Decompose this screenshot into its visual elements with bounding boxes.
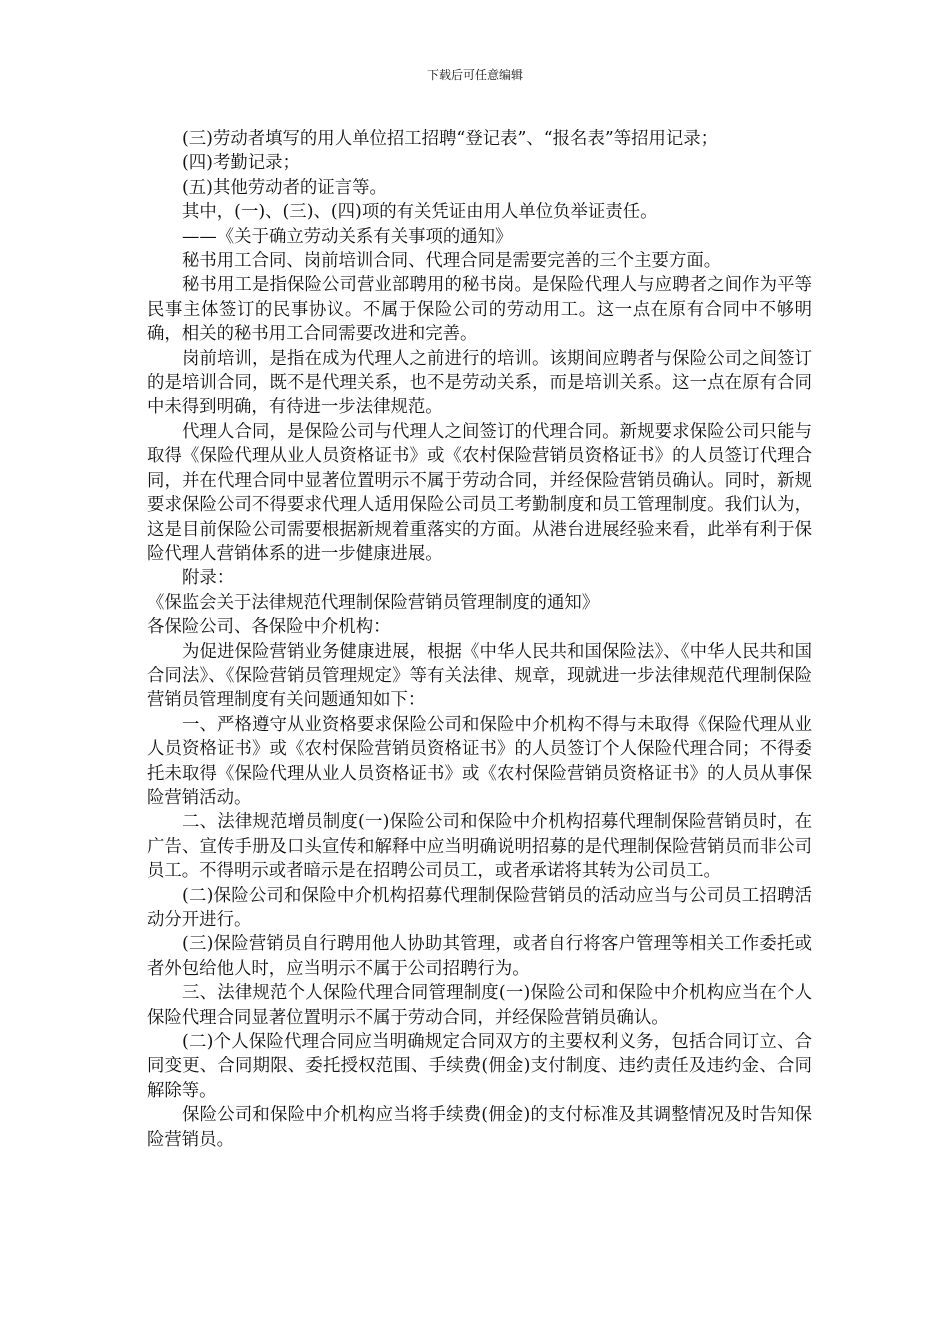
page-header: 下载后可任意编辑	[426, 68, 523, 82]
paragraph: (二)个人保险代理合同应当明确规定合同双方的主要权利义务，包括合同订立、合同变更、合同期限、委托授权范围、手续费(佣金)支付制度、违约责任及违约金、合同解除等。	[147, 1032, 812, 1101]
document-body	[147, 127, 812, 1152]
paragraph: 《保监会关于法律规范代理制保险营销员管理制度的通知》	[147, 592, 600, 613]
paragraph: 为促进保险营销业务健康进展，根据《中华人民共和国保险法》、《中华人民共和国合同法》、《保险营销员管理规定》等有关法律、规章，现就进一步法律规范代理制保险营销员管理制度有关问题通知如下：	[147, 641, 812, 711]
paragraph: (三)保险营销员自行聘用他人协助其管理，或者自行将客户管理等相关工作委托或者外包给他人时，应当明示不属于公司招聘行为。	[147, 934, 812, 979]
paragraph: 保险公司和保险中介机构应当将手续费(佣金)的支付标准及其调整情况及时告知保险营销员。	[147, 1105, 812, 1150]
paragraph: (二)保险公司和保险中介机构招募代理制保险营销员的活动应当与公司员工招聘活动分开进行。	[147, 885, 812, 930]
paragraph: (四)考勤记录；	[182, 153, 300, 174]
paragraph: ——《关于确立劳动关系有关事项的通知》	[182, 226, 513, 247]
paragraph: 附录：	[182, 568, 235, 589]
paragraph: 各保险公司、各保险中介机构：	[147, 617, 391, 638]
paragraph: 三、法律规范个人保险代理合同管理制度(一)保险公司和保险中介机构应当在个人保险代理合同显著位置明示不属于劳动合同，并经保险营销员确认。	[147, 983, 812, 1028]
paragraph: (五)其他劳动者的证言等。	[182, 177, 387, 198]
paragraph: 一、严格遵守从业资格要求保险公司和保险中介机构不得与未取得《保险代理从业人员资格证书》或《农村保险营销员资格证书》的人员签订个人保险代理合同；不得委托未取得《保险代理从业人员资格证书》或《农村保险营销员资格证书》的人员从事保险营销活动。	[147, 714, 812, 808]
paragraph: (三)劳动者填写的用人单位招工招聘“登记表”、“报名表”等招用记录；	[182, 129, 719, 149]
paragraph: 其中，(一)、(三)、(四)项的有关凭证由用人单位负举证责任。	[182, 202, 658, 223]
paragraph: 秘书用工合同、岗前培训合同、代理合同是需要完善的三个主要方面。	[182, 251, 722, 272]
paragraph: 秘书用工是指保险公司营业部聘用的秘书岗。是保险代理人与应聘者之间作为平等民事主体签订的民事协议。不属于保险公司的劳动用工。这一点在原有合同中不够明确，相关的秘书用工合同需要改进和完善。	[147, 275, 812, 345]
paragraph: 二、法律规范增员制度(一)保险公司和保险中介机构招募代理制保险营销员时，在广告、宣传手册及口头宣传和解释中应当明确说明招募的是代理制保险营销员而非公司员工。不得明示或者暗示是在招聘公司员工，或者承诺将其转为公司员工。	[147, 812, 812, 882]
paragraph: 岗前培训，是指在成为代理人之前进行的培训。该期间应聘者与保险公司之间签订的是培训合同，既不是代理关系，也不是劳动关系，而是培训关系。这一点在原有合同中未得到明确，有待进一步法律规范。	[147, 348, 812, 418]
paragraph: 代理人合同，是保险公司与代理人之间签订的代理合同。新规要求保险公司只能与取得《保险代理从业人员资格证书》或《农村保险营销员资格证书》的人员签订代理合同，并在代理合同中显著位置明示不属于劳动合同，并经保险营销员确认。同时，新规要求保险公司不得要求代理人适用保险公司员工考勤制度和员工管理制度。我们认为，这是目前保险公司需要根据新规着重落实的方面。从港台进展经验来看，此举有利于保险代理人营销体系的进一步健康进展。	[147, 421, 812, 564]
